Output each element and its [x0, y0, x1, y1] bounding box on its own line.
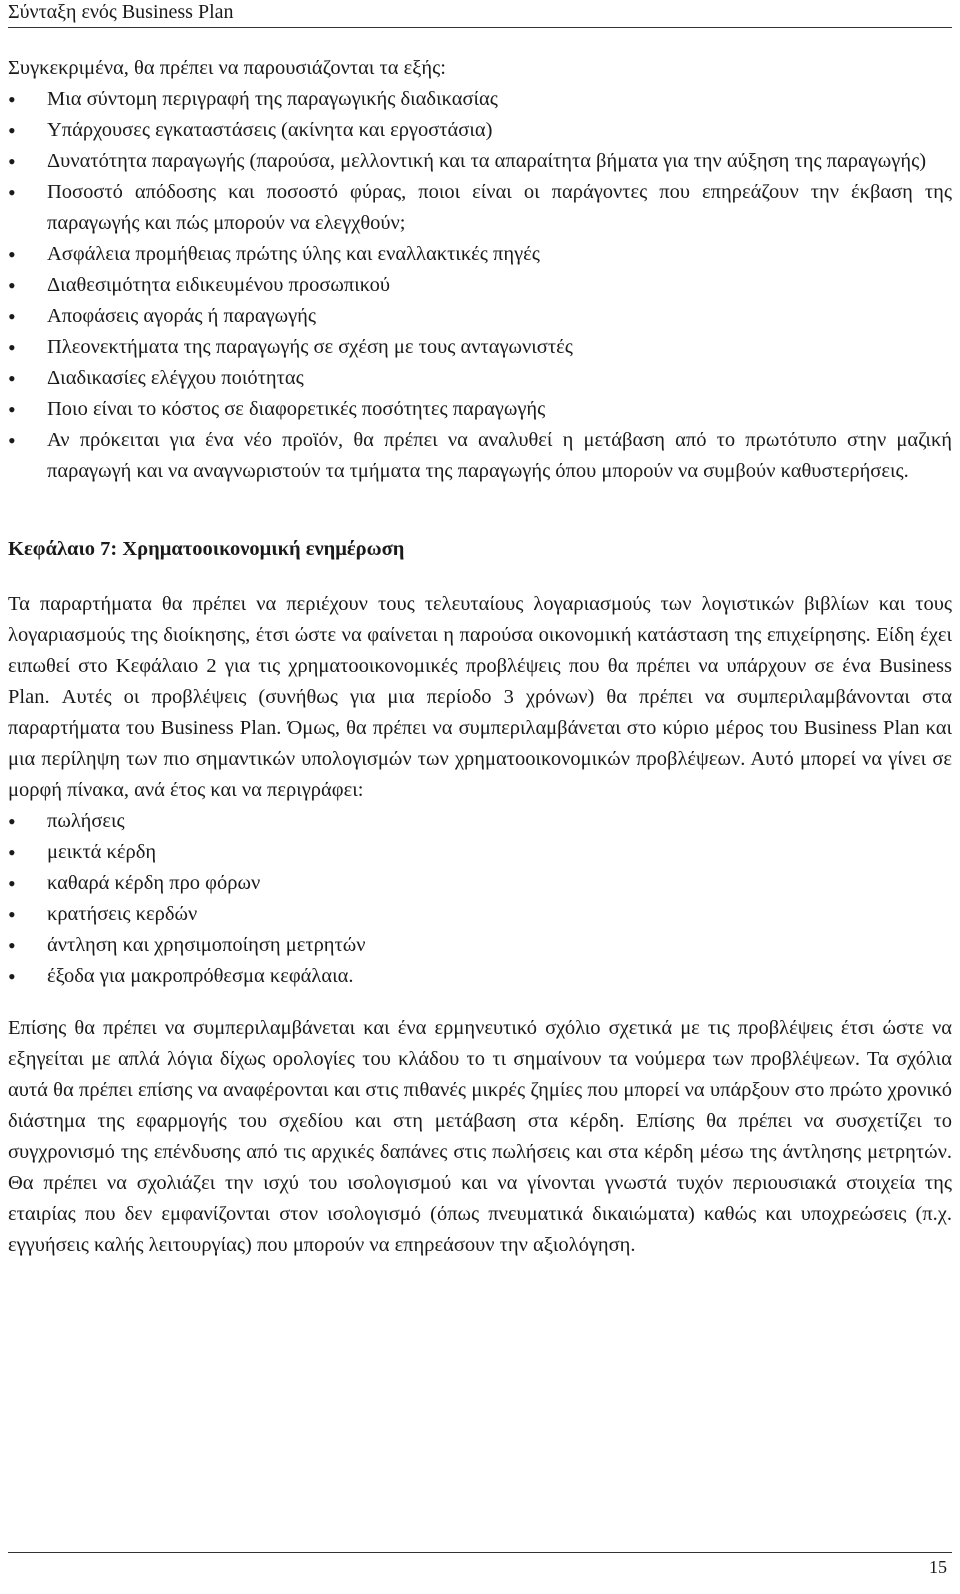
list-item: • έξοδα για μακροπρόθεσμα κεφάλαια. [8, 961, 952, 992]
list-item: • Διαθεσιμότητα ειδικευμένου προσωπικού [8, 270, 952, 301]
list-item: • Αποφάσεις αγοράς ή παραγωγής [8, 301, 952, 332]
list-item: • καθαρά κέρδη προ φόρων [8, 868, 952, 899]
list-item: • Αν πρόκειται για ένα νέο προϊόν, θα πρέπει να αναλυθεί η μετάβαση από το πρωτότυπο στην μαζική παραγωγή και να αναγνωριστούν τα τμήματα της παραγωγής όπου μπορούν να συμβούν καθυστερήσεις. [8, 425, 952, 487]
list-item: • Ποιο είναι το κόστος σε διαφορετικές ποσότητες παραγωγής [8, 394, 952, 425]
running-header [8, 0, 952, 28]
paragraph-commentary: Επίσης θα πρέπει να συμπεριλαμβάνεται και ένα ερμηνευτικό σχόλιο σχετικά με τις προβλέψεις έτσι ώστε να εξηγείται με απλά λόγια δίχως ορολογίες του κλάδου το τι σημαίνουν τα νούμερα των προβλέψεων. Τα σχόλια αυτά θα πρέπει επίσης να αναφέρονται και στις πιθανές μικρές ζημίες που μπορεί να υπάρξουν στο πρώτο χρονικό διάστημα της εφαρμογής του σχεδίου και στη μετάβαση στα κέρδη. Επίσης θα πρέπει να συσχετίζει το συγχρονισμό της επένδυσης από τις αρχικές δαπάνες στις πωλήσεις και στα κέρδη μέσω της άντλησης μετρητών. Θα πρέπει να σχολιάζει την ισχύ του ισολογισμού και να γίνονται γνωστά τυχόν περιουσιακά στοιχεία της εταιρίας που δεν εμφανίζονται στον ισολογισμό (όπως πνευματικά δικαιώματα) καθώς και υποχρεώσεις (π.χ. εγγυήσεις καλής λειτουργίας) που μπορούν να επηρεάσουν την αξιολόγηση. [8, 1017, 952, 1256]
list-item: • άντληση και χρησιμοποίηση μετρητών [8, 930, 952, 961]
chapter-heading: Κεφάλαιο 7: Χρηματοοικονομική ενημέρωση [8, 538, 405, 560]
list-item: • πωλήσεις [8, 806, 952, 837]
list-item: • Υπάρχουσες εγκαταστάσεις (ακίνητα και εργοστάσια) [8, 115, 952, 146]
list-item: • Διαδικασίες ελέγχου ποιότητας [8, 363, 952, 394]
list-item: • Δυνατότητα παραγωγής (παρούσα, μελλοντική και τα απαραίτητα βήματα για την αύξηση της παραγωγής) [8, 146, 952, 177]
list-item: • κρατήσεις κερδών [8, 899, 952, 930]
footer-divider [8, 1552, 952, 1553]
list-item: • μεικτά κέρδη [8, 837, 952, 868]
list-item: • Ποσοστό απόδοσης και ποσοστό φύρας, ποιοι είναι οι παράγοντες που επηρεάζουν την έκβαση της παραγωγής και πώς μπορούν να ελεγχθούν; [8, 177, 952, 239]
production-list [8, 84, 952, 487]
page-body [8, 53, 952, 1261]
list-item: • Ασφάλεια προμήθειας πρώτης ύλης και εναλλακτικές πηγές [8, 239, 952, 270]
financial-list [8, 806, 952, 992]
intro-text: Συγκεκριμένα, θα πρέπει να παρουσιάζονται τα εξής: [8, 57, 446, 79]
page-number: 15 [929, 1557, 947, 1577]
list-item: • Πλεονεκτήματα της παραγωγής σε σχέση με τους ανταγωνιστές [8, 332, 952, 363]
list-item: • Μια σύντομη περιγραφή της παραγωγικής διαδικασίας [8, 84, 952, 115]
paragraph-financial: Τα παραρτήματα θα πρέπει να περιέχουν τους τελευταίους λογαριασμούς των λογιστικών βιβλίων και τους λογαριασμούς της διοίκησης, έτσι ώστε να φαίνεται η παρούσα οικονομική κατάσταση της επιχείρησης. Είδη έχει ειπωθεί στο Κεφάλαιο 2 για τις χρηματοοικονομικές προβλέψεις που θα πρέπει να υπάρχουν σε ένα Business Plan. Αυτές οι προβλέψεις (συνήθως για μια περίοδο 3 χρόνων) θα πρέπει να συμπεριλαμβάνονται στα παραρτήματα του Business Plan. Όμως, θα πρέπει να συμπεριλαμβάνεται στο κύριο μέρος του Business Plan και μια περίληψη των πιο σημαντικών υπολογισμών των χρηματοοικονομικών προβλέψεων. Αυτό μπορεί να γίνει σε μορφή πίνακα, ανά έτος και να περιγράφει: [8, 593, 952, 801]
header-title: Σύνταξη ενός Business Plan [8, 1, 234, 23]
